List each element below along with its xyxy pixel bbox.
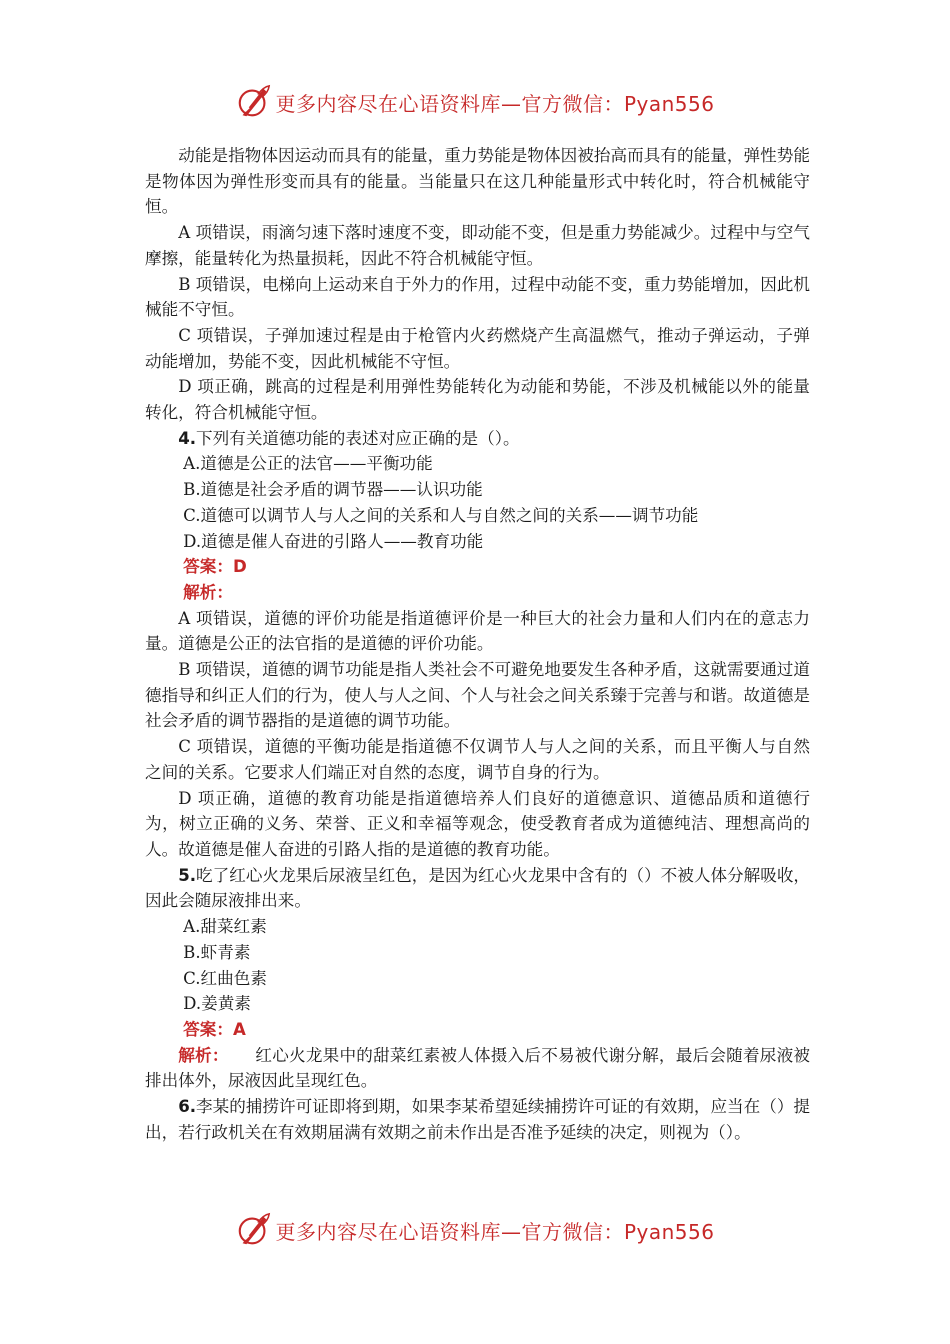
quill-logo-icon — [235, 1211, 273, 1249]
prev-explanation-a: A 项错误，雨滴匀速下落时速度不变，即动能不变，但是重力势能减少。过程中与空气摩擦，能量转化为热量损耗，因此不符合机械能守恒。 — [145, 223, 810, 268]
q4-answer — [145, 554, 810, 580]
q4-option-c: C.道德可以调节人与人之间的关系和人与自然之间的关系——调节功能 — [183, 505, 699, 525]
q4-option-d: D.道德是催人奋进的引路人——教育功能 — [183, 531, 484, 551]
question-4 — [145, 426, 810, 452]
question-number: 5. — [178, 865, 197, 885]
prev-explanation-d: D 项正确，跳高的过程是利用弹性势能转化为动能和势能，不涉及机械能以外的能量转化，符合机械能守恒。 — [145, 377, 810, 423]
prev-explanation-c: C 项错误，子弹加速过程是由于枪管内火药燃烧产生高温燃气，推动子弹运动，子弹动能增加，势能不变，因此机械能不守恒。 — [145, 325, 810, 371]
q4-analysis-b: B 项错误，道德的调节功能是指人类社会不可避免地要发生各种矛盾，这就需要通过道德指导和纠正人们的行为，使人与人之间、个人与社会之间关系臻于完善与和谐。故道德是社会矛盾的调节器指的是道德的调节功能。 — [145, 660, 810, 731]
question-stem: 吃了红心火龙果后尿液呈红色，是因为红心火龙果中含有的（）不被人体分解吸收，因此会随尿液排出来。 — [145, 865, 811, 911]
question-stem: 李某的捕捞许可证即将到期，如果李某希望延续捕捞许可证的有效期，应当在（）提出，若行政机关在有效期届满有效期之前未作出是否准予延续的决定，则视为（）。 — [145, 1097, 811, 1142]
question-number: 6. — [178, 1097, 197, 1117]
question-stem: 下列有关道德功能的表述对应正确的是（）。 — [196, 428, 520, 448]
document-body — [145, 143, 810, 1145]
q5-analysis — [145, 1043, 810, 1094]
answer-text: 答案：A — [183, 1019, 246, 1039]
quill-logo-icon — [235, 83, 273, 121]
answer-text: 答案：D — [183, 557, 247, 577]
analysis-label: 解析： — [183, 582, 233, 602]
q5-option-c: C.红曲色素 — [183, 968, 267, 988]
q4-analysis-c: C 项错误，道德的平衡功能是指道德不仅调节人与人之间的关系，而且平衡人与自然之间的关系。它要求人们端正对自然的态度，调节自身的行为。 — [145, 737, 810, 782]
q4-option-a: A.道德是公正的法官——平衡功能 — [183, 454, 433, 474]
header-banner — [0, 82, 950, 122]
question-number: 4. — [178, 428, 197, 448]
q4-analysis-d: D 项正确，道德的教育功能是指道德培养人们良好的道德意识、道德品质和道德行为，树立正确的义务、荣誉、正义和幸福等观念，使受教育者成为道德纯洁、理想高尚的人。故道德是催人奋进的引路人指的是道德的教育功能。 — [145, 788, 810, 859]
analysis-label: 解析： — [178, 1045, 229, 1065]
q5-answer — [145, 1017, 810, 1043]
prev-explanation-intro: 动能是指物体因运动而具有的能量，重力势能是物体因被抬高而具有的能量，弹性势能是物体因为弹性形变而具有的能量。当能量只在这几种能量形式中转化时，符合机械能守恒。 — [145, 146, 810, 217]
q5-option-b: B.虾青素 — [183, 942, 251, 962]
header-banner-text: 更多内容尽在心语资料库—官方微信：Pyan556 — [275, 91, 715, 116]
footer-banner — [0, 1210, 950, 1250]
question-6 — [145, 1094, 810, 1145]
q5-option-a: A.甜菜红素 — [183, 917, 267, 937]
analysis-text: 红心火龙果中的甜菜红素被人体摄入后不易被代谢分解，最后会随着尿液被排出体外，尿液因此呈现红色。 — [145, 1045, 811, 1091]
footer-banner-text: 更多内容尽在心语资料库—官方微信：Pyan556 — [275, 1219, 715, 1244]
prev-explanation-b: B 项错误，电梯向上运动来自于外力的作用，过程中动能不变，重力势能增加，因此机械能不守恒。 — [145, 274, 810, 320]
q4-analysis-label — [145, 580, 810, 606]
q4-option-b: B.道德是社会矛盾的调节器——认识功能 — [183, 480, 483, 500]
q5-option-d: D.姜黄素 — [183, 994, 251, 1014]
question-5 — [145, 863, 810, 914]
q4-analysis-a: A 项错误，道德的评价功能是指道德评价是一种巨大的社会力量和人们内在的意志力量。道德是公正的法官指的是道德的评价功能。 — [145, 608, 810, 654]
